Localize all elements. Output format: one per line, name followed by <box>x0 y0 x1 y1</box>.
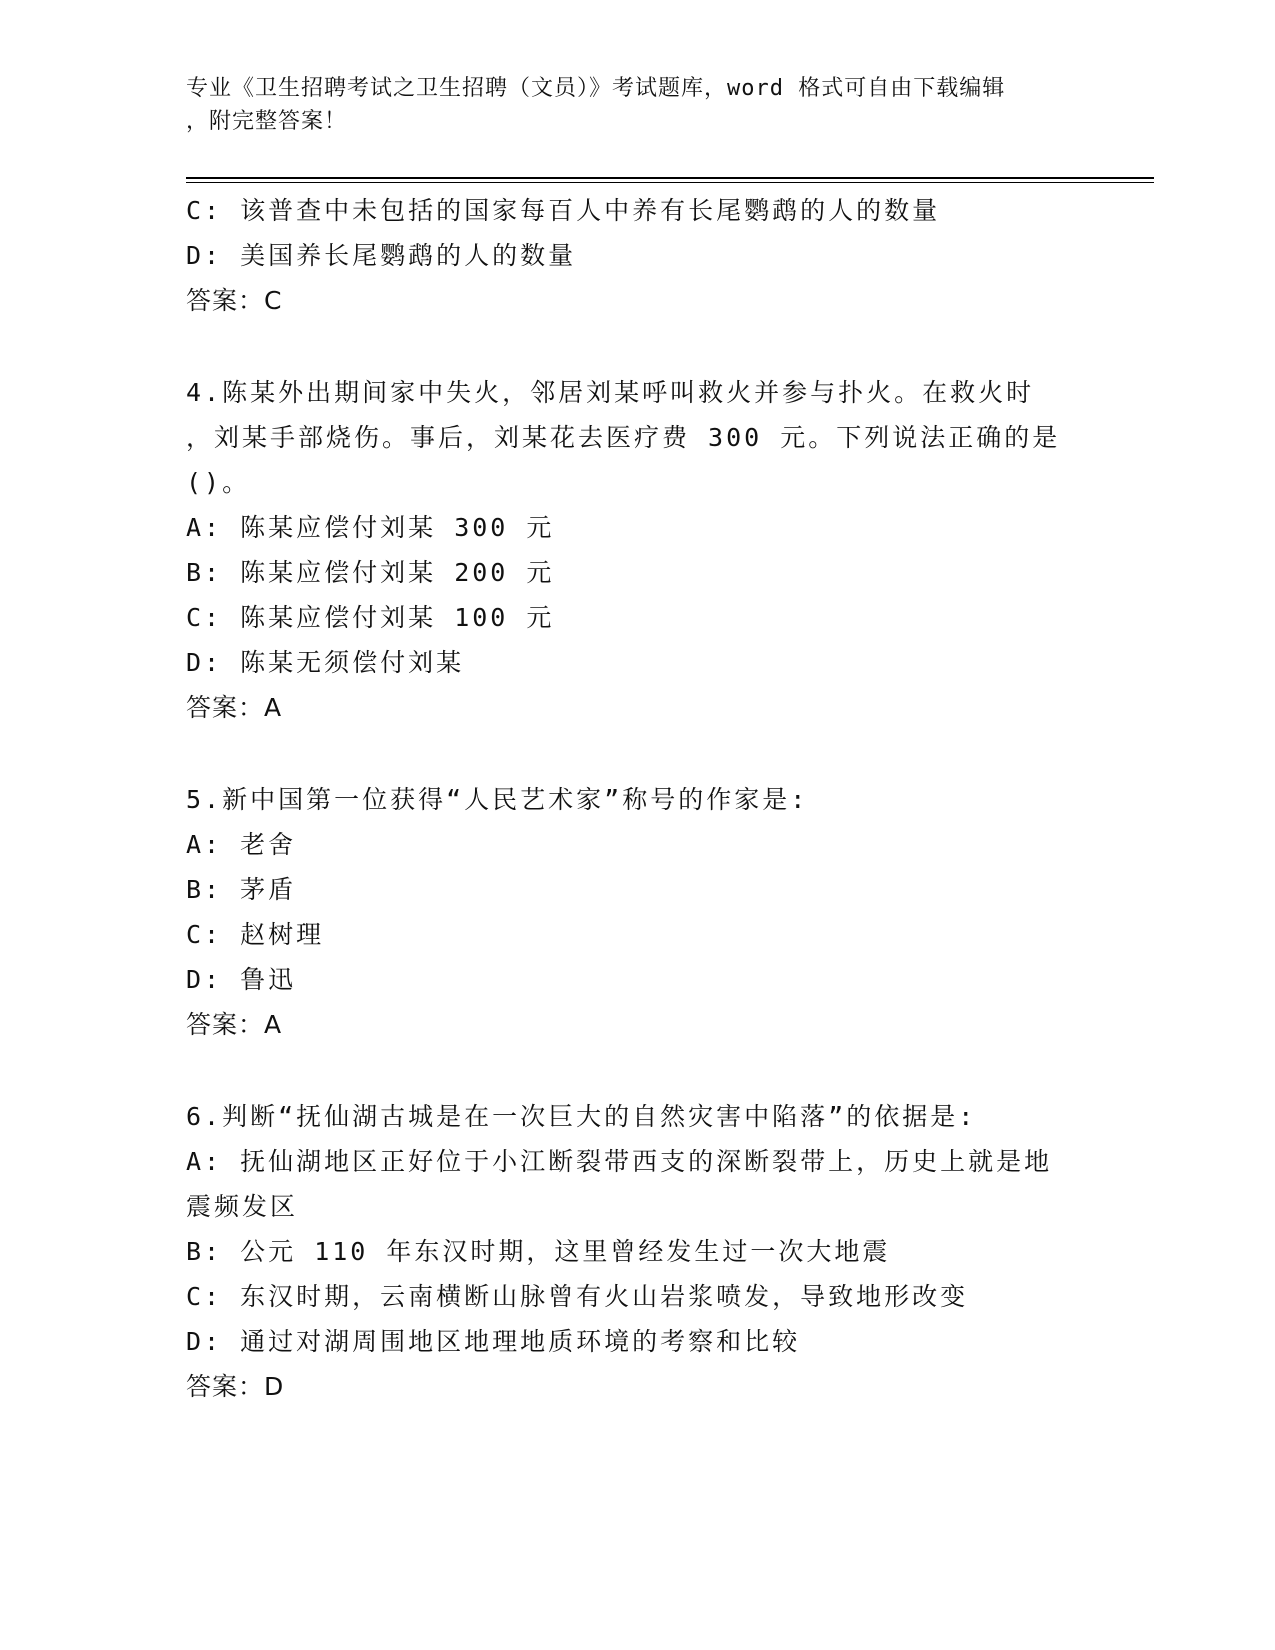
q6-answer: 答案：D <box>186 1372 285 1401</box>
question-list <box>186 188 1086 1409</box>
q5-option-d: D: 鲁迅 <box>186 965 297 994</box>
q3-answer: 答案：C <box>186 286 283 315</box>
q6-option-b: B: 公元 110 年东汉时期，这里曾经发生过一次大地震 <box>186 1237 891 1266</box>
header-rule-thick <box>186 177 1154 179</box>
document-header <box>186 72 1066 138</box>
q5-answer: 答案：A <box>186 1010 283 1039</box>
header-line-2: ，附完整答案！ <box>186 109 348 134</box>
q5-option-a: A: 老舍 <box>186 830 297 859</box>
q4-stem-line-2: ，刘某手部烧伤。事后，刘某花去医疗费 300 元。下列说法正确的是 <box>186 423 1061 452</box>
q6-option-d: D: 通过对湖周围地区地理地质环境的考察和比较 <box>186 1327 801 1356</box>
q6-option-c: C: 东汉时期，云南横断山脉曾有火山岩浆喷发，导致地形改变 <box>186 1282 969 1311</box>
q5-stem: 5.新中国第一位获得“人民艺术家”称号的作家是: <box>186 785 809 814</box>
q3-option-c: C: 该普查中未包括的国家每百人中养有长尾鹦鹉的人的数量 <box>186 196 941 225</box>
q5-option-b: B: 茅盾 <box>186 875 297 904</box>
spacer <box>186 323 1086 370</box>
header-rule-thin <box>186 182 1154 183</box>
q4-option-a: A: 陈某应偿付刘某 300 元 <box>186 513 555 542</box>
q5-option-c: C: 赵树理 <box>186 920 325 949</box>
q4-option-c: C: 陈某应偿付刘某 100 元 <box>186 603 555 632</box>
q6-option-a-line-1: A: 抚仙湖地区正好位于小江断裂带西支的深断裂带上，历史上就是地 <box>186 1147 1053 1176</box>
header-line-1: 专业《卫生招聘考试之卫生招聘（文员）》考试题库，word 格式可自由下载编辑 <box>186 76 1006 101</box>
q4-answer: 答案：A <box>186 693 283 722</box>
q4-stem-line-1: 4.陈某外出期间家中失火，邻居刘某呼叫救火并参与扑火。在救火时 <box>186 378 1035 407</box>
q6-stem: 6.判断“抚仙湖古城是在一次巨大的自然灾害中陷落”的依据是: <box>186 1102 977 1131</box>
q6-option-a-line-2: 震频发区 <box>186 1192 299 1221</box>
q4-option-d: D: 陈某无须偿付刘某 <box>186 648 465 677</box>
q4-stem-line-3: ()。 <box>186 468 251 497</box>
spacer <box>186 730 1086 777</box>
q3-option-d: D: 美国养长尾鹦鹉的人的数量 <box>186 241 577 270</box>
q4-option-b: B: 陈某应偿付刘某 200 元 <box>186 558 555 587</box>
spacer <box>186 1047 1086 1094</box>
